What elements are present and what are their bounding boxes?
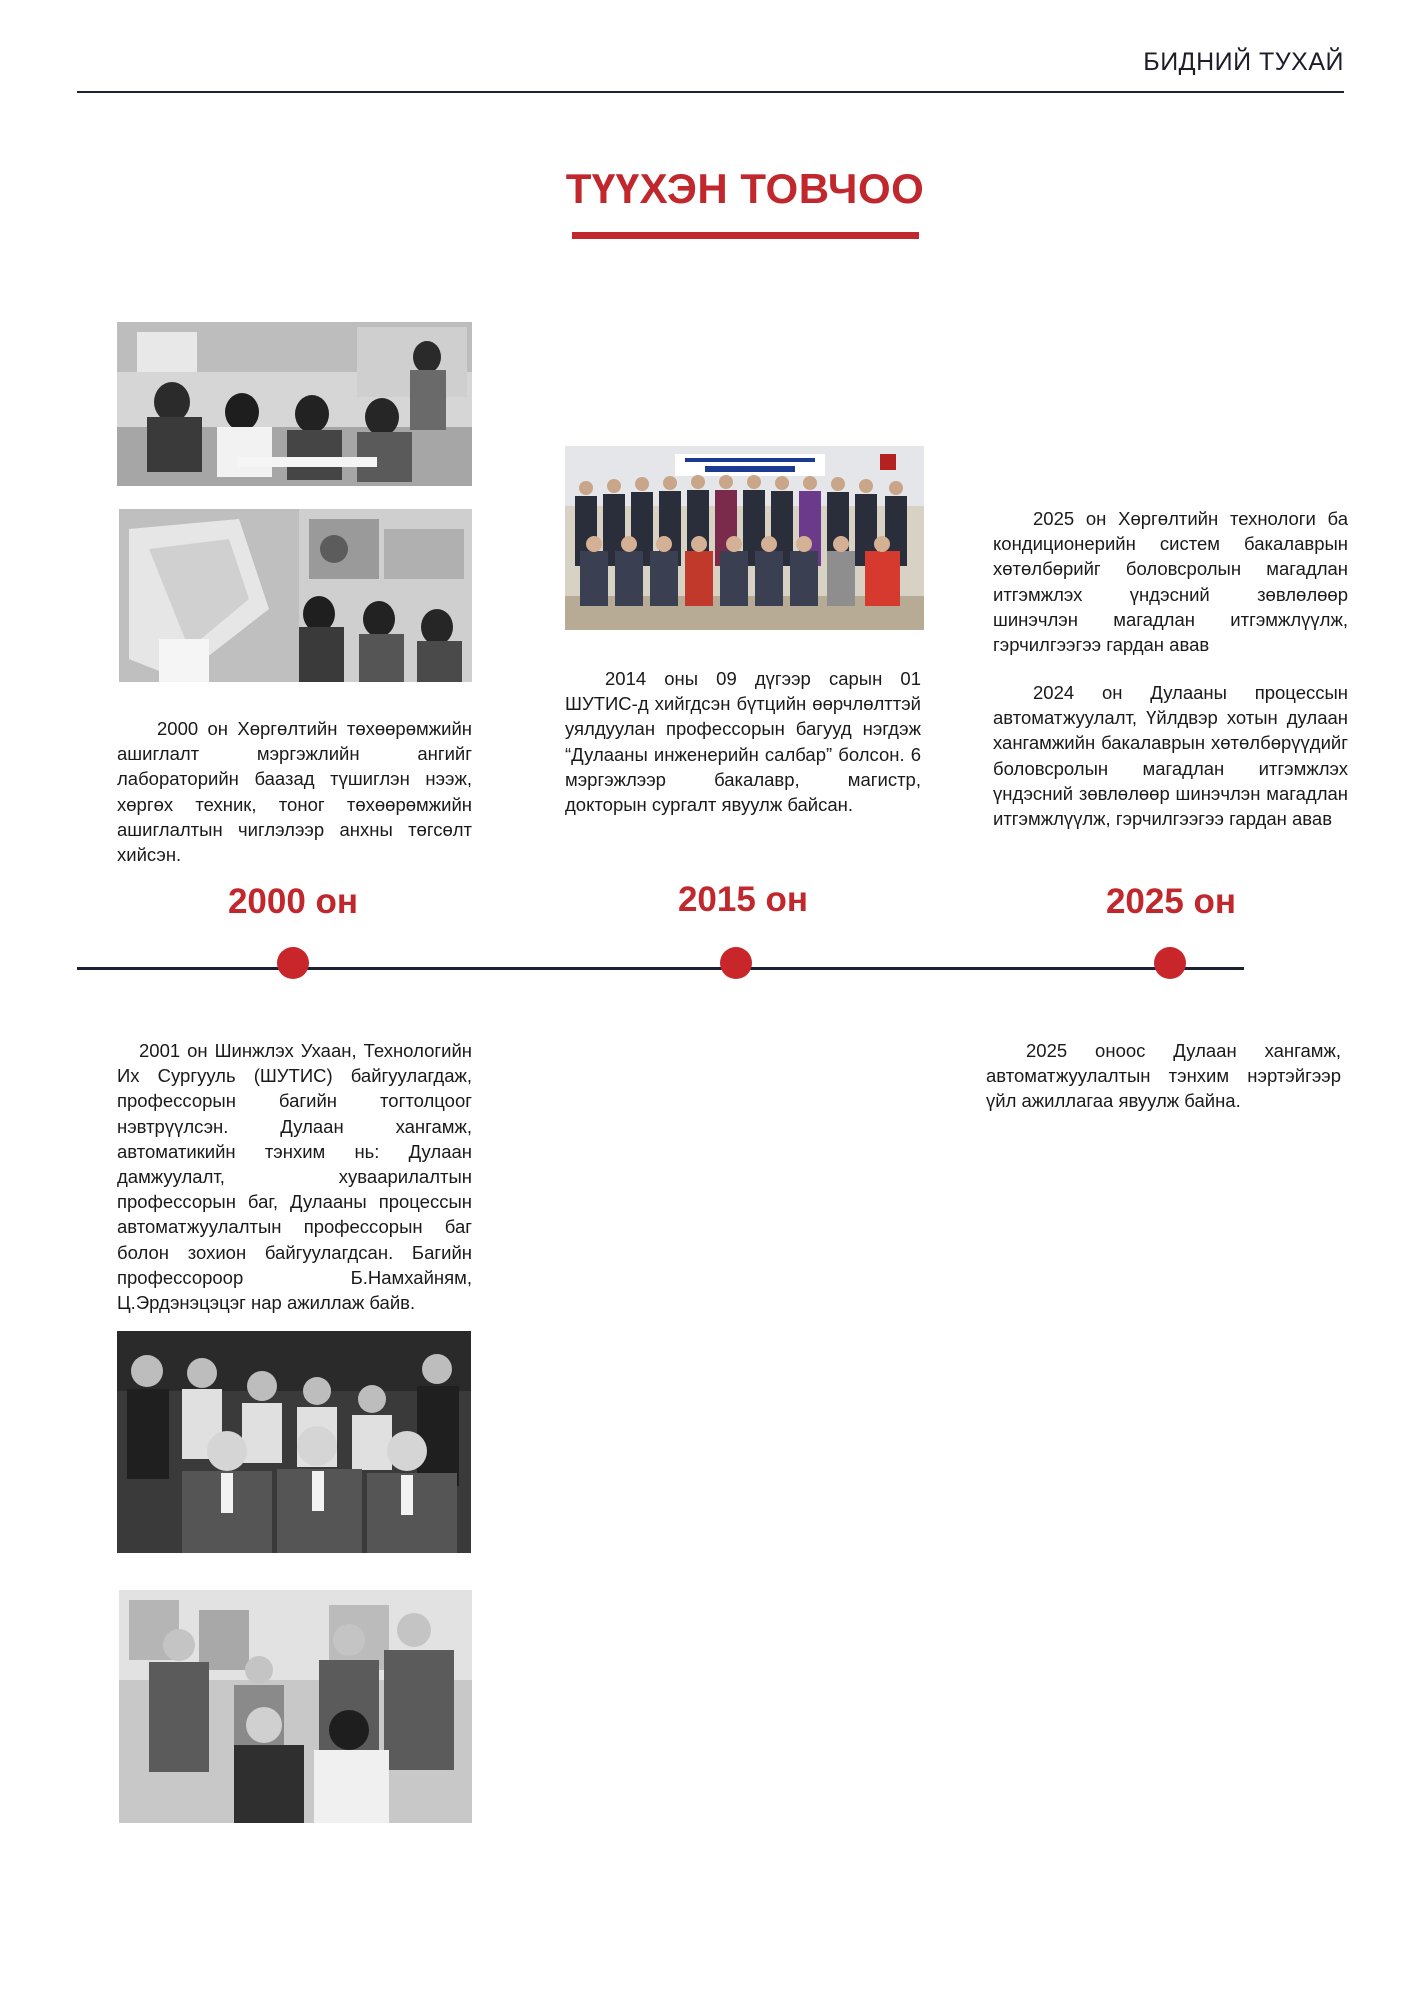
year-label-2000: 2000 он (227, 882, 359, 921)
section-header: БИДНИЙ ТУХАЙ (1143, 48, 1344, 76)
timeline-dot-2000 (277, 947, 309, 979)
entry-2024-text: 2024 он Дулааны процессын автоматжуулалт, Үйлдвэр хотын дулаан хангамжийн бакалаврын хөтөлбөрүүдийг боловсролын магадлан итгэмжлэх үндэсний зөвлөлөөр шинэчлэн магадлан итгэмжлүүлж, гэрчилгээгээ гардан авав (993, 682, 1348, 830)
lab-photo (119, 509, 472, 682)
group-photo-b (119, 1590, 472, 1823)
entry-2001 (117, 1038, 472, 1315)
entry-2024 (993, 680, 1348, 831)
year-label-2025: 2025 он (1105, 882, 1237, 921)
entry-2025-accreditation (993, 506, 1348, 657)
timeline-dot-2025 (1154, 947, 1186, 979)
entry-2025-department-text: 2025 оноос Дулаан хангамж, автоматжуулалтын тэнхим нэртэйгээр үйл ажиллагаа явуулж байна. (986, 1040, 1341, 1112)
title-underline (572, 232, 919, 239)
group-photo-2014 (565, 446, 924, 630)
entry-2014-text: 2014 оны 09 дүгээр сарын 01 ШУТИС-д хийгдсэн бүтцийн өөрчлөлттэй уялдуулан профессорын багууд нэгдэж “Дулааны инженерийн салбар” болсон. 6 мэргэжлээр бакалавр, магистр, докторын сургалт явуулж байсан. (565, 668, 921, 816)
entry-2014 (565, 666, 921, 817)
classroom-photo (117, 322, 472, 486)
entry-2025-department (986, 1038, 1341, 1114)
page-title: ТҮҮХЭН ТОВЧОО (565, 165, 925, 212)
year-label-2015: 2015 он (677, 880, 809, 919)
timeline-line (77, 967, 1244, 970)
entry-2025-accreditation-text: 2025 он Хөргөлтийн технологи ба кондиционерийн систем бакалаврын хөтөлбөрийг боловсролын магадлан итгэмжлэх үндэсний зөвлөлөөр шинэчлэн магадлан итгэмжлүүлж, гэрчилгээгээ гардан авав (993, 508, 1348, 656)
entry-2000-text: 2000 он Хөргөлтийн төхөөрөмжийн ашиглалт мэргэжлийн ангийг лабораторийн баазад түшиглэн нээж, хөргөх техник, тоног төхөөрөмжийн ашиглалтын чиглэлээр анхны төгсөлт хийсэн. (117, 718, 472, 866)
header-divider (77, 91, 1344, 93)
entry-2000 (117, 716, 472, 867)
entry-2001-text: 2001 он Шинжлэх Ухаан, Технологийн Их Сургууль (ШУТИС) байгуулагдаж, профессорын багийн тогтолцоог нэвтрүүлсэн. Дулаан хангамж, автоматикийн тэнхим нь: Дулаан дамжуулалт, хуваарилалтын профессорын баг, Дулааны процессын автоматжуулалтын профессорын баг болон зохион байгуулагдсан. Багийн профессороор Б.Намхайням, Ц.Эрдэнэцэцэг нар ажиллаж байв. (117, 1040, 472, 1314)
group-photo-a (117, 1331, 471, 1553)
timeline-dot-2015 (720, 947, 752, 979)
